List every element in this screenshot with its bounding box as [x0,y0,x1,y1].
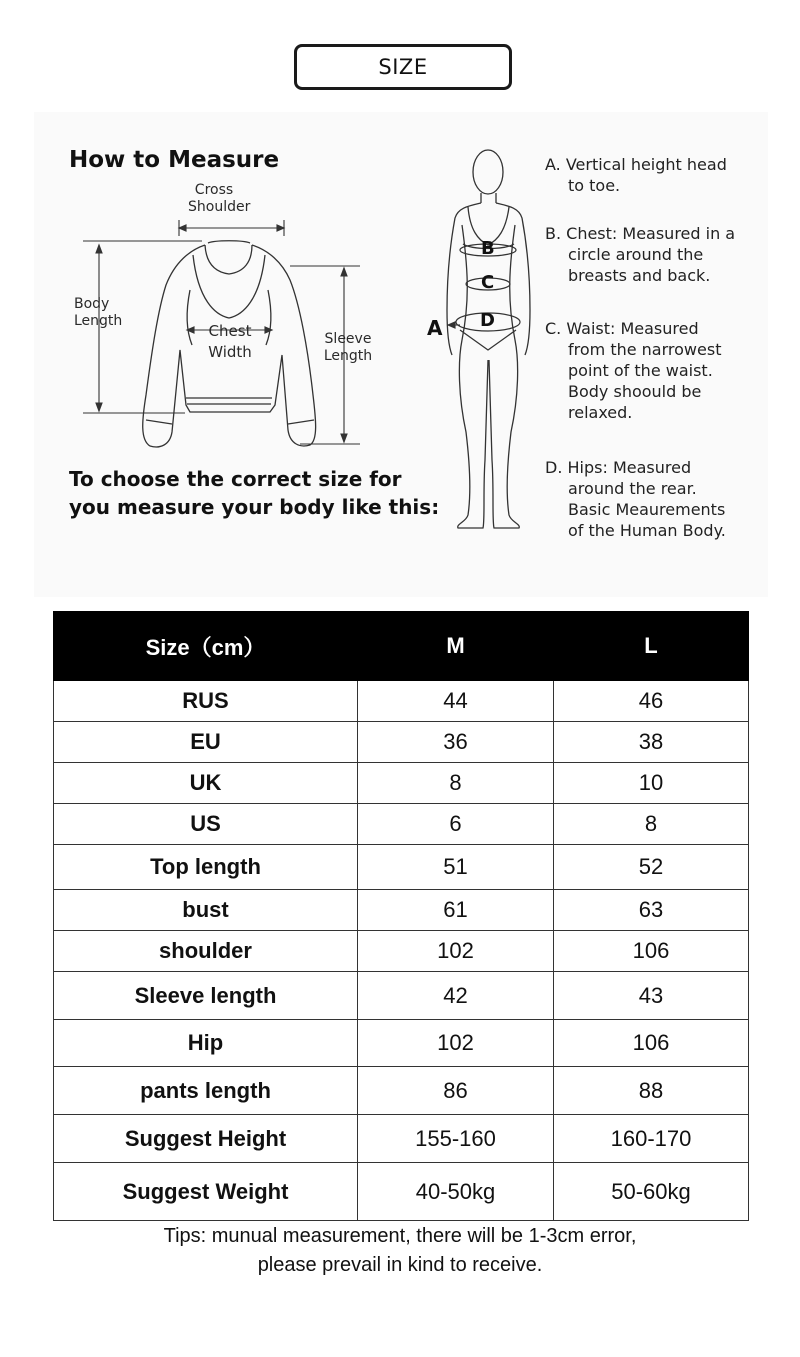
height-arrow [448,322,460,328]
desc-a: A. Vertical height head to toe. [545,155,727,195]
how-to-measure-title: How to Measure [69,147,280,173]
cell-m: 42 [358,972,554,1020]
cell-l: 43 [554,972,749,1020]
cell-m: 36 [358,722,554,763]
cell-m: 61 [358,890,554,931]
cell-m: 51 [358,845,554,890]
cell-l: 50-60kg [554,1163,749,1221]
table-row [54,681,749,722]
cell-l: 52 [554,845,749,890]
cell-l: 63 [554,890,749,931]
row-label: pants length [54,1067,358,1115]
cell-m: 8 [358,763,554,804]
letter-d: D [480,310,495,331]
cell-l: 46 [554,681,749,722]
table-row [54,931,749,972]
table-row [54,845,749,890]
table-row [54,890,749,931]
tips-text: Tips: munual measurement, there will be 1-3cm error, please prevail in kind to receive. [163,1225,637,1276]
row-label: bust [54,890,358,931]
desc-c: C. Waist: Measured from the narrowest point of the waist. Body shoould be relaxed. [545,319,722,422]
cell-m: 40-50kg [358,1163,554,1221]
table-row [54,1163,749,1221]
cell-l: 160-170 [554,1115,749,1163]
cell-m: 102 [358,1020,554,1067]
table-row [54,1067,749,1115]
header-size: Size（cm） [54,612,358,681]
letter-c: C [481,272,495,293]
cell-l: 10 [554,763,749,804]
cell-l: 88 [554,1067,749,1115]
table-row [54,763,749,804]
sleeve-length-label: Sleeve Length [323,331,373,364]
row-label: shoulder [54,931,358,972]
table-row [54,972,749,1020]
table-row [54,804,749,845]
row-label: UK [54,763,358,804]
body-length-label: Body Length [74,296,123,329]
header-m: M [358,612,554,681]
cell-m: 44 [358,681,554,722]
row-label: EU [54,722,358,763]
header-l: L [554,612,749,681]
cell-m: 102 [358,931,554,972]
choose-size-text: To choose the correct size for you measure your body like this: [69,467,440,519]
table-row [54,1115,749,1163]
cell-l: 38 [554,722,749,763]
row-label: US [54,804,358,845]
chest-width-label: Chest Width [208,322,252,361]
row-label: Sleeve length [54,972,358,1020]
cell-l: 106 [554,931,749,972]
row-label: Hip [54,1020,358,1067]
row-label: Suggest Weight [54,1163,358,1221]
cell-m: 86 [358,1067,554,1115]
row-label: Suggest Height [54,1115,358,1163]
table-row [54,722,749,763]
desc-b: B. Chest: Measured in a circle around the breasts and back. [545,224,736,285]
table-header-row [54,612,749,681]
body-figure-icon [447,150,530,528]
cross-shoulder-label: Cross Shoulder [188,182,251,215]
row-label: RUS [54,681,358,722]
size-table [53,611,749,1221]
cell-l: 8 [554,804,749,845]
table-row [54,1020,749,1067]
letter-b: B [481,238,495,259]
row-label: Top length [54,845,358,890]
cell-m: 155-160 [358,1115,554,1163]
letter-a: A [427,316,443,340]
cell-l: 106 [554,1020,749,1067]
size-header-label: SIZE [378,55,428,79]
cell-m: 6 [358,804,554,845]
desc-d: D. Hips: Measured around the rear. Basic Meaurements of the Human Body. [545,458,726,540]
